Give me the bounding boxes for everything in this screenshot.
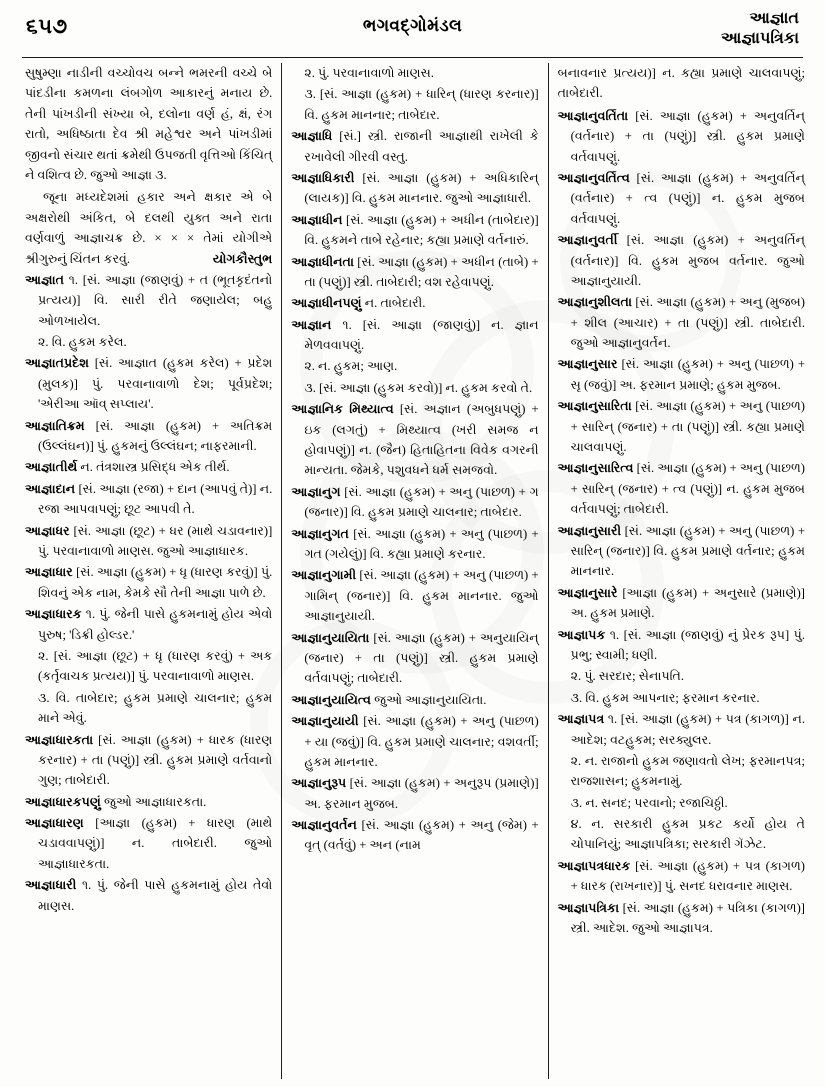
- entry-headword: આજ્ઞાત: [25, 272, 64, 287]
- entry-definition: [સં. આજ્ઞા (હુકમ) + અધિકારિન્ (લાયક)] વિ. હુકમ માનનાર. જુઓ આજ્ઞાધારી.: [304, 170, 539, 206]
- sense-item: ૨. પું. પરવાનાવાળો માણસ.: [304, 66, 434, 80]
- column-1: [22, 63, 281, 1079]
- entry-headword: આજ્ઞાધારક: [25, 607, 82, 622]
- dictionary-entry: [291, 565, 538, 626]
- guide-word-first: આજ્ઞાત: [749, 10, 799, 27]
- entry-definition: ૧. પું. જેની પાસે હુકમનામું હોય એવો પુરુષ; 'ડિક્રી હોલ્ડર.': [38, 607, 273, 642]
- guide-words: [721, 9, 799, 49]
- dictionary-entry: [291, 315, 538, 356]
- dictionary-entry: [558, 106, 805, 167]
- dictionary-entry: [558, 230, 805, 291]
- entry-definition: [સં. આજ્ઞા (હુકમ) + પત્રિકા (કાગળ)] સ્ત્રી. આદેશ. જુઓ આજ્ઞાપત્ર.: [570, 900, 805, 936]
- entry-headword: આજ્ઞાપત્રધારક: [557, 858, 631, 873]
- entry-definition: [સં. આજ્ઞા (છૂટ) + ધર (માથે ચડાવનાર)] પું. પરવાનાવાળો માણસ. જુઓ આજ્ઞાધારક.: [38, 523, 273, 558]
- entry-definition: [સં. આજ્ઞા (હુકમ) + અનુ (પાછળ) + સારિન્ (જનાર) + તા (પણું)] સ્ત્રી. કહ્યા પ્રમાણે ચાલવાપણું.: [570, 399, 805, 455]
- entry-definition: ૧. [સં. આજ્ઞા (જાણવું) નું પ્રેરક રૂપ] પું. પ્રભુ; સ્વામી; ધણી.: [570, 627, 805, 662]
- entry-definition: જુઓ આજ્ઞાનુયાયિતા.: [371, 692, 487, 707]
- dictionary-entry: [291, 210, 538, 251]
- entry-headword: આજ્ઞાપત્ર: [557, 712, 605, 727]
- sense-item: ૨. [સં. આજ્ઞા (છૂટ) + ધૃ (ધારણ કરવું) + અક (કર્તૃવાચક પ્રત્યય)] પું. પરવાનાવાળો માણસ.: [38, 648, 273, 684]
- sense-item: ૨. ન. રાજાનો હુકમ જણાવતો લેખ; ફરમાનપત્ર; રાજશાસન; હુકમનામું.: [570, 753, 805, 789]
- dictionary-entry: [558, 168, 805, 229]
- dictionary-entry: [25, 353, 272, 414]
- entry-headword: આજ્ઞાતીર્થ: [25, 460, 78, 475]
- dictionary-entry: [291, 524, 538, 565]
- sense-item: ૩. ન. સનદ; પરવાનો; રજાચિઠ્ઠી.: [570, 795, 728, 810]
- sense-item: ૨. વિ. હુકમ કરેલ.: [38, 335, 127, 350]
- column-2: [281, 63, 547, 1079]
- entry-headword: આજ્ઞાધીન: [291, 212, 343, 227]
- entry-headword: આજ્ઞાનુયાયિતા: [291, 630, 370, 645]
- continued-text: બનાવનાર પ્રત્યય)] ન. કહ્યા પ્રમાણે ચાલવાપણું; તાબેદારી.: [557, 66, 805, 101]
- dictionary-entry: [25, 479, 272, 520]
- entry-definition: [સં. આજ્ઞા (રજા) + દાન (આપવું તે)] ન. રજા આપવાપણું; છૂટ આપવી તે.: [38, 481, 273, 517]
- entry-definition: [સં. આજ્ઞા (હુકમ) + અનુ (પાછળ) + ગ (જનાર)] વિ. હુકમ પ્રમાણે ચાલનાર; તાબેદાર.: [304, 484, 539, 520]
- dictionary-entry: [25, 792, 272, 812]
- entry-headword: આજ્ઞાધારણ: [25, 816, 84, 831]
- entry-headword: આજ્ઞાધિ: [291, 129, 333, 144]
- dictionary-entry: [558, 292, 805, 353]
- dictionary-entry: [291, 482, 538, 523]
- entry-definition: ૧. [સં. આજ્ઞા (જાણવું)] ન. જ્ઞાન મેળવવાપણું.: [304, 317, 539, 353]
- dictionary-entry: [558, 521, 805, 582]
- dictionary-entry: [558, 625, 805, 666]
- entry-headword: આજ્ઞાનુસારે: [557, 585, 618, 600]
- dictionary-entry: [291, 252, 538, 293]
- entry-headword: આજ્ઞાપત્રિકા: [557, 900, 620, 915]
- dictionary-entry: [25, 562, 272, 603]
- dictionary-entry: [558, 396, 805, 457]
- entry-definition: [સં. આજ્ઞા (હુકમ) + અનુ (પાછળ) + ગત (ગયેલું)] વિ. કહ્યા પ્રમાણે કરનાર.: [304, 526, 539, 561]
- dictionary-entry: [558, 458, 805, 519]
- entry-definition: [સં. આજ્ઞા (હુકમ) + અનુ (મુજબ) + શીલ (આચાર) + તા (પણું)] સ્ત્રી. તાબેદારી. જુઓ આજ્ઞાનુવર્તન.: [570, 295, 805, 351]
- entry-definition: [આજ્ઞા (હુકમ) + ધારણ (માથે ચડાવવાપણું)] ન. તાબેદારી. જુઓ આજ્ઞાધારકતા.: [38, 816, 273, 871]
- entry-definition: [સં. આજ્ઞા (હુકમ) + અનુયાયિન્ (જનાર) + તા (પણું)] સ્ત્રી. હુકમ પ્રમાણે વર્તવાપણું; તાબેદારી.: [304, 630, 539, 686]
- entry-headword: આજ્ઞાનુગ: [291, 484, 341, 499]
- entry-definition: [સં. આજ્ઞા (હુકમ) + અનુવર્તિન્ (વર્તનાર) + ત્વ (પણું)] ન. હુકમ મુજબ વર્તવાપણું.: [570, 170, 805, 226]
- entry-headword: આજ્ઞાધર: [25, 523, 70, 538]
- entry-definition: [આજ્ઞા (હુકમ) + અનુસારે (પ્રમાણે)] અ. હુકમ પ્રમાણે.: [570, 585, 805, 621]
- entry-definition: [સં. આજ્ઞા (હુકમ) + ધારક (ધારણ કરનાર) + તા (પણું)] સ્ત્રી. હુકમ પ્રમાણે વર્તવાનો ગુણ; તાબેદારી.: [38, 732, 273, 788]
- sense-item: ૩. વિ. હુકમ આપનાર; ફરમાન કરનાર.: [570, 690, 760, 705]
- continued-text: સુષુમ્ણા નાડીની વચ્ચોવચ બન્ને ભમરની વચ્ચે બે પાંદડીના કમળના લંબગોળ આકારનું મનાય છે. તેની પાંખડીની સંખ્યા બે, દલોના વર્ણ હં, ક્ષં, રંગ રાતો, અધિષ્ઠાતા દેવ શ્રી મહેશ્વર અને પાંખડીમાં જીવનો સંચાર થતાં ક્રમેથી ઉપજતી વૃત્તિઓ કિંચિત્ ને વશિત્વ છે. જુઓ આજ્ઞા ૩.: [25, 66, 273, 182]
- entry-definition: [સં. આજ્ઞા (હુકમ) + અનુ (પાછળ) + સારિન્ (જનાર)] વિ. હુકમ પ્રમાણે વર્તનાર; હુકમ માનનાર.: [570, 523, 805, 579]
- dictionary-entry: [291, 126, 538, 167]
- entry-headword: આજ્ઞાનુવર્તી: [557, 233, 618, 248]
- column-3: [548, 63, 807, 1079]
- dictionary-entry: [558, 856, 805, 897]
- entry-headword: આજ્ઞાનુસારિત્વ: [557, 461, 634, 476]
- entry-headword: આજ્ઞાધારકપણું: [25, 794, 101, 809]
- guide-word-last: આજ્ઞાપત્રિકા: [721, 30, 799, 47]
- entry-headword: આજ્ઞાધિકારી: [291, 170, 355, 185]
- entry-headword: આજ્ઞાતપ્રદેશ: [25, 356, 89, 371]
- dictionary-entry: [291, 168, 538, 209]
- entry-definition: [સં. આજ્ઞા (હુકમ) + અનુવર્તિન્ (વર્તનાર)] વિ. હુકમ મુજબ વર્તનાર. જુઓ આજ્ઞાનુયાયી.: [570, 233, 805, 288]
- entry-definition: જુઓ આજ્ઞાધારકતા.: [100, 794, 207, 809]
- entry-headword: આજ્ઞાદાન: [25, 481, 76, 496]
- entry-definition: [સં. આજ્ઞા (હુકમ) + અધીન (તાબેદાર)] વિ. હુકમને તાબે રહેનાર; કહ્યા પ્રમાણે વર્તનારું.: [304, 212, 539, 248]
- dictionary-entry: [25, 875, 272, 916]
- dictionary-entry: [291, 690, 538, 710]
- dictionary-entry: [558, 709, 805, 750]
- dictionary-entry: [25, 521, 272, 562]
- sense-item: ૩. [સં. આજ્ઞા (હુકમ કરવો)] ન. હુકમ કરવો તે.: [304, 380, 533, 395]
- entry-headword: આજ્ઞાનુસારિતા: [557, 399, 632, 414]
- quotation-text: જૂના મધ્યદેશમાં હકાર અને ક્ષકાર એ બે અક્ષરોથી અંકિત, બે દલથી યુક્ત અને રાતા વર્ણવાળું આજ્ઞાચક્ર છે. × × × તેમાં યોગીએ શ્રીગુરુનું ચિંતન કરવું.: [25, 190, 273, 266]
- entry-definition: [સં. આજ્ઞા (હુકમ) + અતિક્રમ (ઉલ્લંઘન)] પું. હુકમનું ઉલ્લંઘન; નાફરમાની.: [38, 418, 273, 454]
- text-columns: [22, 63, 807, 1079]
- entry-headword: આજ્ઞાનુયાયી: [291, 714, 359, 729]
- entry-definition: ૧. [સં. આજ્ઞા (હુકમ) + પત્ર (કાગળ)] ન. આદેશ; વટહુકમ; સરક્યુલર.: [570, 712, 805, 747]
- header-rule: [22, 57, 803, 58]
- entry-definition: ન. તાબેદારી.: [361, 296, 426, 311]
- entry-definition: [સં. આજ્ઞા (હુકમ) + અનુવર્તિન્ (વર્તનાર) + તા (પણું)] સ્ત્રી. હુકમ પ્રમાણે વર્તવાપણું.: [570, 108, 805, 164]
- dictionary-entry: [25, 730, 272, 791]
- quotation-source: યોગકૌસ્તુભ: [212, 251, 273, 266]
- entry-definition: [સં. આજ્ઞા (હુકમ) + અનુ (પાછળ) + ગામિન્ (જનાર)] વિ. હુકમ માનનાર. જુઓ આજ્ઞાનુયાયી.: [304, 568, 539, 624]
- page-header: [0, 0, 825, 58]
- entry-definition: [સં. આજ્ઞા (હુકમ) + ધૃ (ધારણ કરવું)] પું. શિવનું એક નામ, કેમકે સૌ તેની આજ્ઞા પાળે છે.: [38, 565, 273, 600]
- entry-definition: [સં. અજ્ઞાન (અબુધપણું) + ઇક (લગતું) + મિથ્યાત્વ (ખરી સમજ ન હોવાપણું)] ન. (જૈન) હિતાહિતના વિવેક વગરની માન્યતા. જેમકે, પશુવધને ધર્મ સમજવો.: [304, 402, 539, 478]
- entry-definition: [સં. આજ્ઞા (હુકમ) + અનુ (પાછળ) + યા (જવું)] વિ. હુકમ પ્રમાણે ચાલનાર; વશવર્તી; હુકમ માનનાર.: [304, 714, 539, 769]
- entry-headword: આજ્ઞાનુવર્તિત્વ: [557, 170, 630, 185]
- entry-definition: [સં. આજ્ઞા (હુકમ) + પત્ર (કાગળ) + ધારક (રાખનાર)] પું. સનદ ધરાવનાર માણસ.: [570, 858, 805, 894]
- entry-definition: [સં. આજ્ઞા (હુકમ) + અધીન (તાબે) + તા (પણું)] સ્ત્રી. તાબેદારી; વશ રહેવાપણું.: [304, 254, 539, 289]
- entry-headword: આજ્ઞાનુવર્તિતા: [557, 108, 629, 123]
- entry-headword: આજ્ઞાતિક્રમ: [25, 418, 85, 433]
- entry-headword: આજ્ઞાનુસાર: [557, 357, 618, 372]
- quotation-paragraph: [25, 187, 272, 269]
- dictionary-entry: [291, 628, 538, 689]
- entry-definition: [સં. આજ્ઞાત (હુકમ કરેલ) + પ્રદેશ (મુલક)] પું. પરવાનાવાળો દેશ; પૂર્વપ્રદેશ; 'એરીઆ ઑવ્ સપ્લાય'.: [38, 356, 273, 412]
- entry-headword: આજ્ઞાન: [291, 317, 332, 332]
- entry-definition: ન. તંત્રશાસ્ત્ર પ્રસિદ્ધ એક તીર્થ.: [77, 460, 230, 475]
- book-title: ભગવદ્ગોમંડલ: [362, 16, 463, 35]
- entry-headword: આજ્ઞાનુસારી: [557, 523, 622, 538]
- entry-headword: આજ્ઞાનુયાયિત્વ: [291, 692, 372, 707]
- entry-headword: આજ્ઞાનુવર્તન: [291, 818, 357, 833]
- sense-item: ૩. વિ. તાબેદાર; હુકમ પ્રમાણે ચાલનાર; હુકમ માને એવું.: [38, 690, 273, 726]
- entry-headword: આજ્ઞાનિક મિથ્યાત્વ: [291, 402, 394, 417]
- entry-definition: [સં. આજ્ઞા (હુકમ) + અનુ (પાછળ) + સારિન્ (જનાર) + ત્વ (પણું)] ન. હુકમ મુજબ વર્તવાપણું; તાબેદારી.: [570, 461, 805, 517]
- dictionary-entry: [25, 270, 272, 331]
- dictionary-entry: [558, 898, 805, 939]
- entry-definition: [સં.] સ્ત્રી. રાજાની આજ્ઞાથી રાખેલી કે રખાવેલી ગીરવી વસ્તુ.: [304, 129, 539, 164]
- entry-headword: આજ્ઞાનુશીલતા: [557, 295, 632, 310]
- entry-headword: આજ્ઞાધીનપણું: [291, 296, 362, 311]
- dictionary-entry: [291, 399, 538, 481]
- sense-item: ૩. [સં. આજ્ઞા (હુકમ) + ધારિન્ (ધારણ કરનાર)] વિ. હુકમ માનનાર; તાબેદાર.: [304, 87, 539, 122]
- dictionary-entry: [558, 354, 805, 395]
- sense-item: ૪. ન. સરકારી હુકમ પ્રકટ કર્યો હોય તે ચોપાનિયું; આજ્ઞાપત્રિકા; સરકારી ગૅઝેટ.: [570, 817, 805, 852]
- sense-item: ૨. પું. સરદાર; સેનાપતિ.: [570, 669, 684, 684]
- page-number: ૬૫૭: [26, 14, 68, 38]
- entry-headword: આજ્ઞાનુરૂપ: [291, 776, 347, 791]
- entry-definition: [સં. આજ્ઞા (હુકમ) + અનુ (પાછળ) + સૃ (જવું)] અ. ફરમાન પ્રમાણે; હુકમ મુજબ.: [570, 357, 805, 392]
- entry-definition: [સં. આજ્ઞા (હુકમ) + અનુ (જેમ) + વૃત્ (વર્તવું) + અન (નામ: [304, 818, 539, 853]
- dictionary-entry: [291, 815, 538, 856]
- dictionary-entry: [25, 813, 272, 874]
- entry-headword: આજ્ઞાપક: [557, 627, 606, 642]
- entry-headword: આજ્ઞાનુગામી: [291, 568, 357, 583]
- sense-item: ૨. ન. હુકમ; આણ.: [304, 359, 398, 374]
- dictionary-entry: [291, 711, 538, 772]
- dictionary-entry: [25, 604, 272, 645]
- entry-headword: આજ્ઞાધારકતા: [25, 732, 94, 747]
- dictionary-entry: [25, 457, 272, 477]
- entry-headword: આજ્ઞાધારી: [25, 878, 77, 893]
- entry-definition: ૧. [સં. આજ્ઞા (જાણવું) + ત (ભૂતકૃદંતનો પ્રત્યય)] વિ. સારી રીતે જણાયેલ; બહુ ઓળખાયેલ.: [38, 272, 273, 328]
- dictionary-entry: [558, 583, 805, 624]
- entry-headword: આજ્ઞાનુગત: [291, 526, 349, 541]
- dictionary-entry: [291, 773, 538, 814]
- entry-headword: આજ્ઞાધાર: [25, 565, 73, 580]
- dictionary-entry: [291, 293, 538, 313]
- entry-headword: આજ્ઞાધીનતા: [291, 254, 354, 269]
- dictionary-entry: [25, 416, 272, 457]
- entry-definition: ૧. પું. જેની પાસે હુકમનામું હોય તેવો માણસ.: [38, 878, 273, 913]
- entry-definition: [સં. આજ્ઞા (હુકમ) + અનુરૂપ (પ્રમાણે)] અ. ફરમાન મુજબ.: [304, 776, 539, 811]
